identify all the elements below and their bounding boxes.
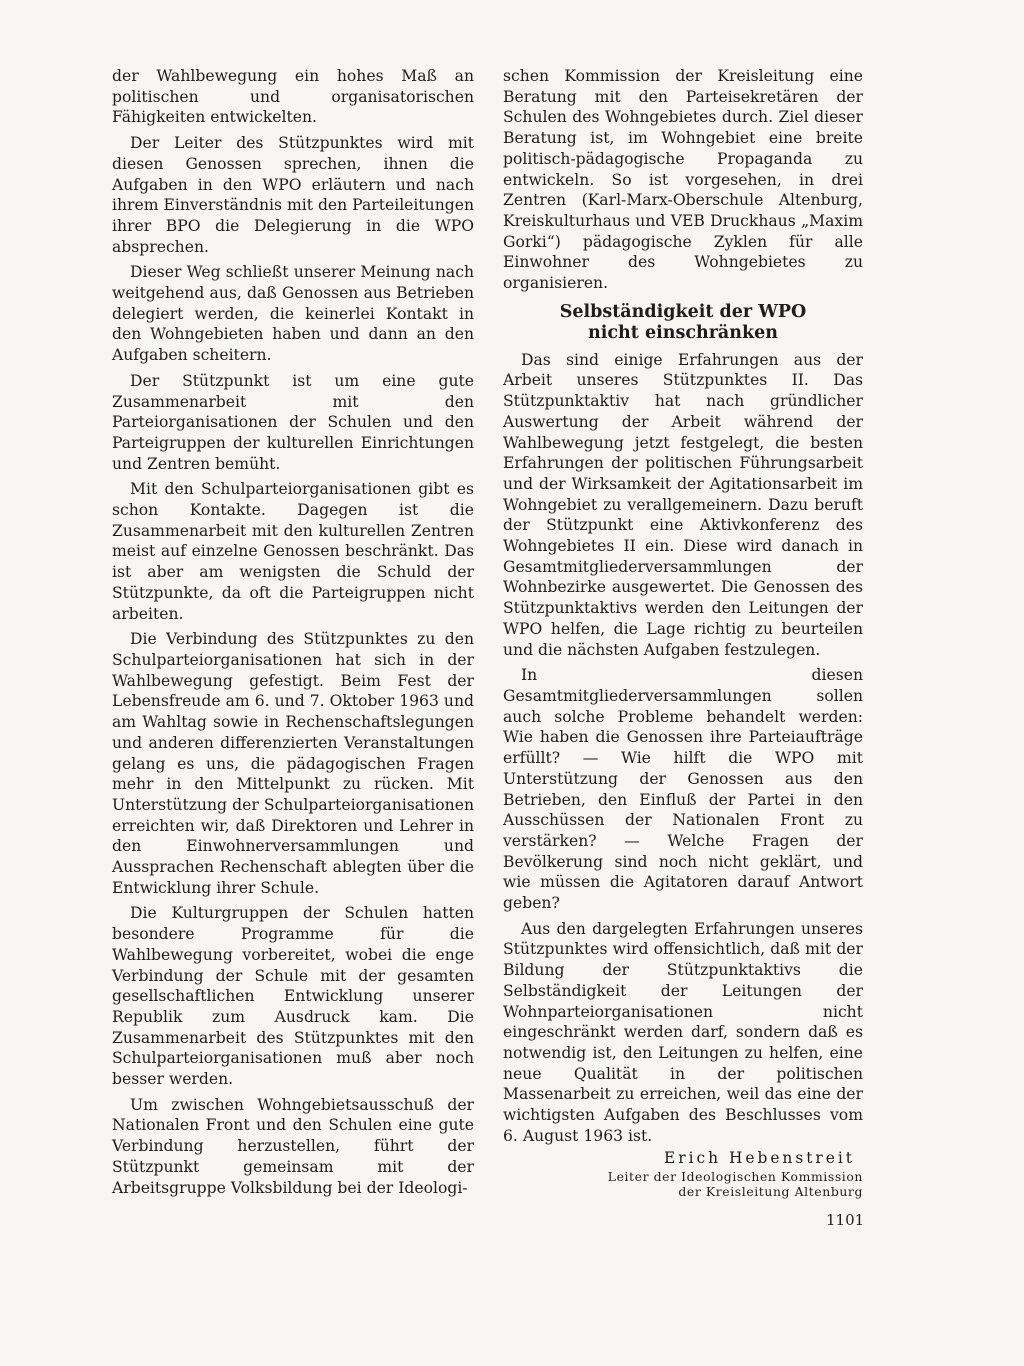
paragraph: Die Kulturgruppen der Schulen hatten besondere Programme für die Wahlbewegung vorbereitet, wobei die enge Verbindung der Schule mit der gesamten gesellschaftlichen Entwicklung unserer Republik zum Ausdruck kam. Die Zusammenarbeit des Stützpunktes mit den Schulparteiorganisationen muß aber noch besser werden. xyxy=(112,904,474,1089)
author-affiliation xyxy=(503,1169,863,1199)
paragraph: Die Verbindung des Stützpunktes zu den Schulparteiorganisationen hat sich in der Wahlbewegung gefestigt. Beim Fest der Lebensfreude am 6. und 7. Oktober 1963 und am Wahltag sowie in Rechenschaftslegungen und anderen differenzierten Veranstaltungen gelang es uns, die pädagogischen Fragen mehr in den Mittelpunkt zu rücken. Mit Unterstützung der Schulparteiorganisationen erreichten wir, daß Direktoren und Lehrer in den Einwohnerversammlungen und Aussprachen Rechenschaft ablegten über die Entwicklung ihrer Schule. xyxy=(112,630,474,897)
section-heading-line: Selbständigkeit der WPO xyxy=(559,301,807,322)
paragraph: Aus den dargelegten Erfahrungen unseres Stützpunktes wird offensichtlich, daß mit der Bildung der Stützpunktaktivs die Selbständigkeit der Leitungen der Wohnparteiorganisationen nicht eingeschränkt werden darf, sondern daß es notwendig ist, den Leitungen zu helfen, eine neue Qualität in der politischen Massenarbeit zu erreichen, weil das eine der wichtigsten Aufgaben des Beschlusses vom 6. August 1963 ist. xyxy=(503,919,863,1145)
paragraph: Das sind einige Erfahrungen aus der Arbeit unseres Stützpunktes II. Das Stützpunktaktiv hat nach gründlicher Auswertung der Arbeit während der Wahlbewegung jetzt festgelegt, die besten Erfahrungen der politischen Führungsarbeit und der Wirksamkeit der Agitationsarbeit im Wohngebiet zu verallgemeinern. Dazu beruft der Stützpunkt eine Aktivkonferenz des Wohngebietes II ein. Diese wird danach in Gesamtmitgliederversammlungen der Wohnbezirke ausgewertet. Die Genossen des Stützpunktaktivs werden den Leitungen der WPO helfen, die Lage richtig zu beurteilen und die nächsten Aufgaben festzulegen. xyxy=(503,350,863,659)
paragraph: der Wahlbewegung ein hohes Maß an politischen und organisatorischen Fähigkeiten entwickelten. xyxy=(112,67,474,127)
paragraph: Der Stützpunkt ist um eine gute Zusammenarbeit mit den Parteiorganisationen der Schulen und den Parteigruppen der kulturellen Einrichtungen und Zentren bemüht. xyxy=(112,371,474,473)
author-name: Erich Hebenstreit xyxy=(664,1149,855,1168)
section-heading-line: nicht einschränken xyxy=(588,322,778,343)
right-column xyxy=(503,66,863,1199)
page-number: 1101 xyxy=(826,1211,865,1229)
paragraph: schen Kommission der Kreisleitung eine Beratung mit den Parteisekretären der Schulen des Wohngebietes durch. Ziel dieser Beratung ist, im Wohngebiet eine breite politisch-pädagogische Propaganda zu entwickeln. So ist vorgesehen, in drei Zentren (Karl-Marx-Oberschule Altenburg, Kreiskulturhaus und VEB Druckhaus „Maxim Gorki“) pädagogische Zyklen für alle Einwohner des Wohngebietes zu organisieren. xyxy=(503,67,863,293)
affiliation-line: Leiter der Ideologischen Kommission xyxy=(607,1169,863,1185)
left-column xyxy=(112,66,474,1198)
section-heading xyxy=(503,302,863,344)
paragraph: Mit den Schulparteiorganisationen gibt es schon Kontakte. Dagegen ist die Zusammenarbeit mit den kulturellen Zentren meist auf einzelne Genossen beschränkt. Das ist aber am wenigsten die Schuld der Stützpunkte, da oft die Parteigruppen nicht arbeiten. xyxy=(112,480,474,623)
paragraph: Der Leiter des Stützpunktes wird mit diesen Genossen sprechen, ihnen die Aufgaben in den WPO erläutern und nach ihrem Einverständnis mit den Parteileitungen ihrer BPO die Delegierung in die WPO absprechen. xyxy=(112,134,474,256)
paragraph: Um zwischen Wohngebietsausschuß der Nationalen Front und den Schulen eine gute Verbindung herzustellen, führt der Stützpunkt gemeinsam mit der Arbeitsgruppe Volksbildung bei der Ideologi- xyxy=(112,1095,474,1197)
paragraph: Dieser Weg schließt unserer Meinung nach weitgehend aus, daß Genossen aus Betrieben delegiert werden, die keinerlei Kontakt in den Wohngebieten haben und dann an den Aufgaben scheitern. xyxy=(112,263,474,365)
paragraph: In diesen Gesamtmitgliederversammlungen sollen auch solche Probleme behandelt werden: Wie haben die Genossen ihre Parteiaufträge erfüllt? — Wie hilft die WPO mit Unterstützung der Genossen aus den Betrieben, den Einfluß der Partei in den Ausschüssen der Nationalen Front zu verstärken? — Welche Fragen der Bevölkerung sind noch nicht geklärt, und wie müssen die Agitatoren darauf Antwort geben? xyxy=(503,666,863,913)
affiliation-line: der Kreisleitung Altenburg xyxy=(678,1184,863,1200)
